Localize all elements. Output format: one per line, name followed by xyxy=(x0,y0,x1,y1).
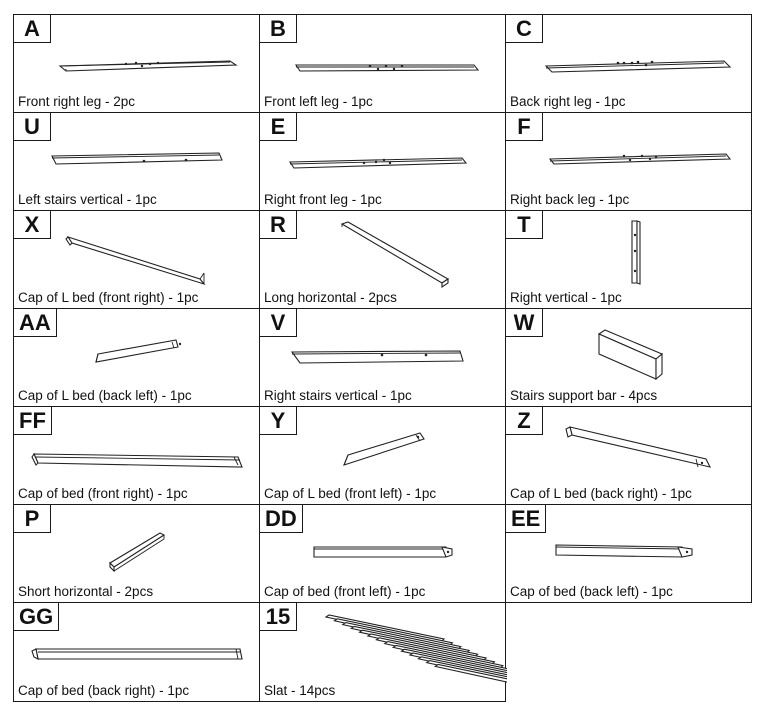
part-cell-z xyxy=(505,406,752,505)
part-caption: Left stairs vertical - 1pc xyxy=(18,192,157,207)
part-caption: Cap of L bed (back left) - 1pc xyxy=(18,388,192,403)
part-code: FF xyxy=(13,406,52,435)
part-caption: Short horizontal - 2pcs xyxy=(18,584,154,599)
part-cell-x xyxy=(13,210,260,309)
part-code: Y xyxy=(259,406,297,435)
part-cell-b xyxy=(259,14,506,113)
part-caption: Right front leg - 1pc xyxy=(264,192,382,207)
part-cell-a xyxy=(13,14,260,113)
part-code: T xyxy=(505,210,543,239)
part-caption: Right back leg - 1pc xyxy=(510,192,630,207)
part-code: U xyxy=(13,112,51,141)
part-cell-dd xyxy=(259,504,506,603)
part-code: Z xyxy=(505,406,543,435)
part-code: C xyxy=(505,14,543,43)
part-caption: Back right leg - 1pc xyxy=(510,94,626,109)
part-code: X xyxy=(13,210,51,239)
part-cell-r xyxy=(259,210,506,309)
part-caption: Cap of L bed (front right) - 1pc xyxy=(18,290,199,305)
part-caption: Stairs support bar - 4pcs xyxy=(510,388,658,403)
part-code: W xyxy=(505,308,543,337)
part-cell-gg xyxy=(13,602,260,702)
part-cell-v xyxy=(259,308,506,407)
part-code: DD xyxy=(259,504,303,533)
part-caption: Cap of bed (back left) - 1pc xyxy=(510,584,673,599)
part-code: GG xyxy=(13,602,59,631)
part-cell-c xyxy=(505,14,752,113)
part-caption: Front right leg - 2pc xyxy=(18,94,136,109)
part-cell-u xyxy=(13,112,260,211)
part-cell-w xyxy=(505,308,752,407)
part-cell-e xyxy=(259,112,506,211)
part-cell-15 xyxy=(259,602,506,702)
part-cell-f xyxy=(505,112,752,211)
part-cell-aa xyxy=(13,308,260,407)
part-cell-ff xyxy=(13,406,260,505)
part-caption: Front left leg - 1pc xyxy=(264,94,373,109)
part-cell-ee xyxy=(505,504,752,603)
part-code: R xyxy=(259,210,297,239)
part-code: P xyxy=(13,504,51,533)
part-code: AA xyxy=(13,308,57,337)
part-caption: Right stairs vertical - 1pc xyxy=(264,388,412,403)
part-cell-p xyxy=(13,504,260,603)
part-cell-y xyxy=(259,406,506,505)
part-caption: Cap of L bed (front left) - 1pc xyxy=(264,486,437,501)
part-caption: Cap of bed (front right) - 1pc xyxy=(18,486,188,501)
part-caption: Long horizontal - 2pcs xyxy=(264,290,397,305)
part-caption: Cap of bed (front left) - 1pc xyxy=(264,584,426,599)
part-caption: Cap of bed (back right) - 1pc xyxy=(18,683,190,698)
part-code: EE xyxy=(505,504,546,533)
part-code: F xyxy=(505,112,543,141)
part-code: 15 xyxy=(259,602,297,631)
part-caption: Slat - 14pcs xyxy=(264,683,336,698)
part-code: A xyxy=(13,14,51,43)
part-code: E xyxy=(259,112,297,141)
part-code: B xyxy=(259,14,297,43)
part-code: V xyxy=(259,308,297,337)
part-cell-t xyxy=(505,210,752,309)
part-caption: Right vertical - 1pc xyxy=(510,290,622,305)
part-caption: Cap of L bed (back right) - 1pc xyxy=(510,486,692,501)
